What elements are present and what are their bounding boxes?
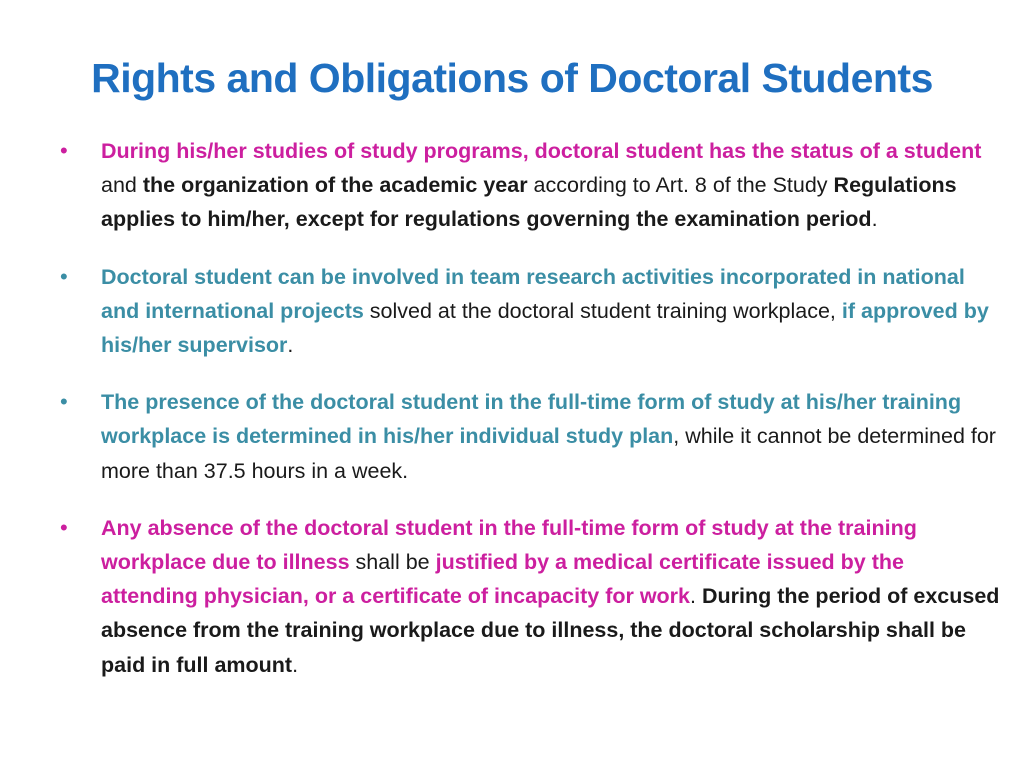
bullet-marker: •	[60, 514, 68, 540]
bullet-text-segment: Regulations applies to him/her, except for regulations governing the examination period	[101, 173, 957, 232]
bullet-text-segment: The presence of the doctoral student in the full-time form of study at his/her training workplace is determined in his/her individual study plan	[101, 390, 962, 449]
bullet-text-segment: Doctoral student can be involved in team research activities incorporated in national and international projects	[101, 264, 965, 323]
bullet-text-segment: , while it cannot be determined for more than 37.5 hours in a week.	[101, 424, 996, 483]
bullet-text-segment: if approved by his/her supervisor	[101, 298, 989, 358]
bullet-item-absence	[60, 511, 1000, 682]
bullet-text-segment: .	[871, 207, 878, 232]
bullet-marker: •	[60, 138, 68, 163]
bullet-item-presence	[60, 385, 1000, 488]
bullet-text-segment: shall be	[349, 550, 436, 575]
bullet-marker: •	[60, 263, 68, 289]
bullet-item-status	[60, 134, 1000, 237]
bullet-list	[60, 134, 1000, 705]
bullet-text-segment: .	[287, 333, 294, 358]
bullet-text-segment: and	[101, 173, 143, 198]
bullet-text-segment: .	[292, 652, 299, 677]
bullet-text-segment: During the period of excused absence from the training workplace due to illness, the doctoral scholarship shall be paid in full amount	[101, 584, 1000, 677]
bullet-text-segment: solved at the doctoral student training workplace,	[363, 298, 842, 323]
bullet-text-segment: justified by a medical certificate issued by the attending physician, or a certificate of incapacity for work	[101, 550, 904, 609]
bullet-text-segment: the organization of the academic year	[142, 173, 528, 198]
bullet-text-segment: During his/her studies of study programs, doctoral student has the status of a student	[101, 139, 982, 163]
slide-title: Rights and Obligations of Doctoral Students	[91, 55, 933, 101]
bullet-text-segment: Any absence of the doctoral student in the full-time form of study at the training workplace due to illness	[101, 515, 917, 575]
bullet-marker: •	[60, 389, 68, 415]
bullet-text-segment: according to Art. 8 of the Study	[527, 173, 834, 198]
bullet-text-segment: .	[690, 584, 702, 609]
bullet-item-research	[60, 260, 1000, 363]
